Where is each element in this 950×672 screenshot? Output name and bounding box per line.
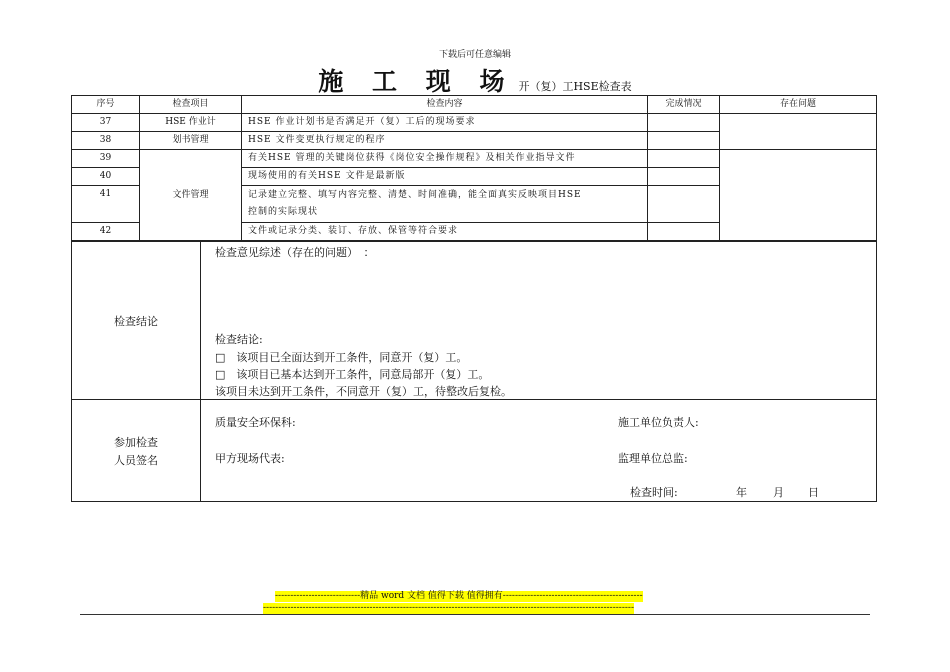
table-row <box>72 150 877 168</box>
row-content: HSE 作业计划书是否满足开（复）工后的现场要求 <box>242 114 648 132</box>
row-content-line2: 控制的实际现状 <box>248 207 319 217</box>
row-no: 42 <box>72 223 140 241</box>
owner-signature-field[interactable]: 甲方现场代表: <box>215 452 285 465</box>
row-no: 41 <box>72 186 140 223</box>
row-content: 文件或记录分类、装订、存放、保管等符合要求 <box>242 223 648 241</box>
title-block <box>0 62 950 98</box>
header-item: 检查项目 <box>140 96 242 114</box>
footer-banner-line2: -------------------------------------------------------------------------------------------------------------------------- <box>263 603 635 613</box>
signature-section <box>71 399 877 502</box>
header-issues: 存在问题 <box>720 96 877 114</box>
header-no: 序号 <box>72 96 140 114</box>
conclusion-label: 检查结论 <box>114 315 158 328</box>
group-label: 文件管理 <box>140 150 242 241</box>
row-content: 有关HSE 管理的关键岗位获得《岗位安全操作规程》及相关作业指导文件 <box>242 150 648 168</box>
issues-cell[interactable] <box>720 150 877 241</box>
result-title: 检查结论: <box>215 333 263 346</box>
group-label: HSE 作业计 <box>140 114 242 132</box>
status-cell[interactable] <box>648 150 720 168</box>
conclusion-section <box>71 241 877 400</box>
year-label: 年 <box>736 486 747 499</box>
header-status: 完成情况 <box>648 96 720 114</box>
option-partial-approval[interactable]: □ 该项目已基本达到开工条件，同意局部开（复）工。 <box>215 368 490 381</box>
group-label: 划书管理 <box>140 132 242 150</box>
header-content: 检查内容 <box>242 96 648 114</box>
month-label: 月 <box>773 486 784 499</box>
status-cell[interactable] <box>648 132 720 150</box>
option-rejection: 该项目未达到开工条件，不同意开（复）工，待整改后复检。 <box>215 385 512 398</box>
option-full-approval[interactable]: □ 该项目已全面达到开工条件，同意开（复）工。 <box>215 351 468 364</box>
signature-label-line1: 参加检查 <box>114 436 158 449</box>
day-label: 日 <box>808 486 819 499</box>
top-note: 下载后可任意编辑 <box>438 50 511 60</box>
row-no: 38 <box>72 132 140 150</box>
page-subtitle: 开（复）工HSE检查表 <box>518 80 632 93</box>
issues-cell[interactable] <box>720 114 877 150</box>
row-content <box>242 186 648 223</box>
status-cell[interactable] <box>648 223 720 241</box>
supervisor-signature-field[interactable]: 监理单位总监: <box>618 452 688 465</box>
row-content-line1: 记录建立完整、填写内容完整、清楚、时间准确，能全面真实反映项目HSE <box>248 190 582 200</box>
status-cell[interactable] <box>648 186 720 223</box>
divider <box>200 242 201 399</box>
footer-banner-line1: ----------------------------精品 word 文档 值得下载 值得拥有---------------------------------------------- <box>275 591 643 601</box>
row-no: 39 <box>72 150 140 168</box>
quality-signature-field[interactable]: 质量安全环保科: <box>215 416 296 429</box>
checklist-table <box>71 95 877 241</box>
header-row <box>72 96 877 114</box>
status-cell[interactable] <box>648 114 720 132</box>
opinion-label: 检查意见综述（存在的问题） ： <box>215 246 375 259</box>
divider <box>200 400 201 501</box>
contractor-signature-field[interactable]: 施工单位负责人: <box>618 416 699 429</box>
footer-rule <box>80 614 870 615</box>
row-content: 现场使用的有关HSE 文件是最新版 <box>242 168 648 186</box>
row-no: 40 <box>72 168 140 186</box>
check-time-label: 检查时间: <box>630 486 678 499</box>
row-no: 37 <box>72 114 140 132</box>
page-title: 施 工 现 场 <box>318 67 515 96</box>
status-cell[interactable] <box>648 168 720 186</box>
table-row <box>72 114 877 132</box>
signature-label-line2: 人员签名 <box>114 454 158 467</box>
row-content: HSE 文件变更执行规定的程序 <box>242 132 648 150</box>
